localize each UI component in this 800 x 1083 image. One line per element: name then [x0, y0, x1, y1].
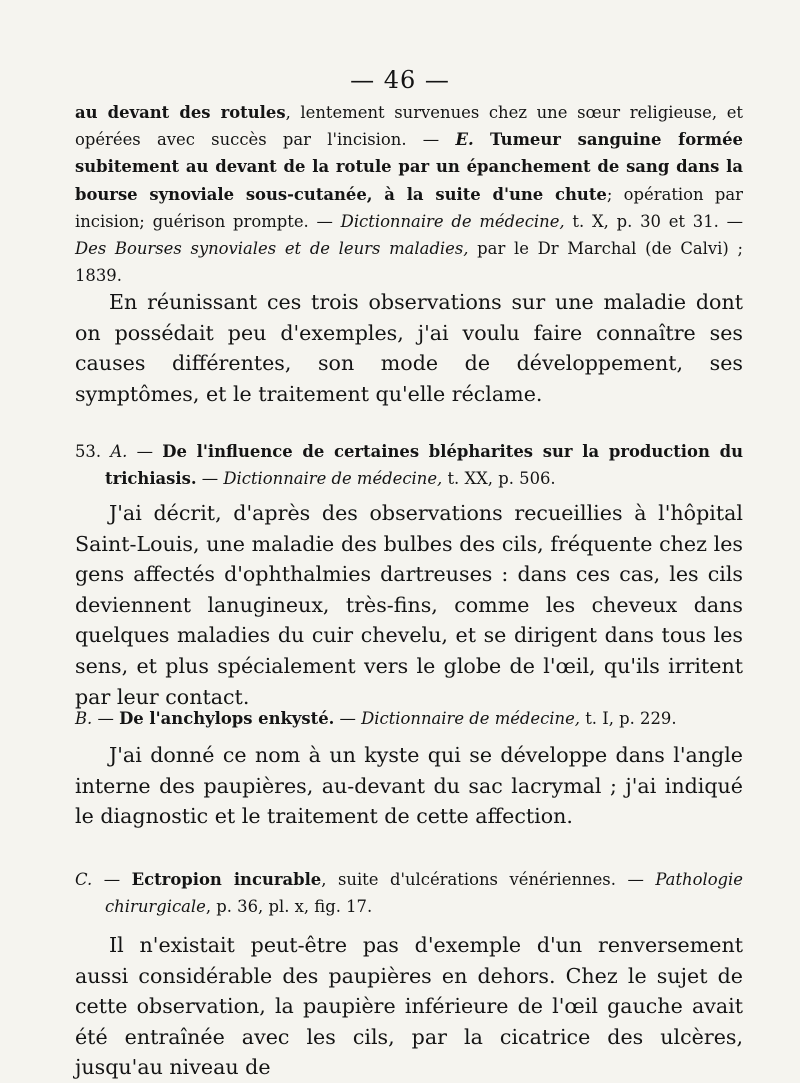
section-body-text: J'ai décrit, d'après des observations recueillies à l'hôpital Saint-Louis, une maladie des bulbes des cils, fréquente chez les gens affectés d'ophthalmies dartreuses : dans ces cas, les cils deviennent lanugineux, très-fins, comme les cheveux dans quelques maladies du cuir chevelu, et se dirigent dans tous les sens, et plus spécialement vers le globe de l'œil, qu'ils irritent par leur contact.: [75, 501, 743, 709]
dash: —: [127, 442, 163, 461]
note-bold-2: Tumeur sanguine formée subitement au devant de la rotule par un épanchement de sang dans la bourse synoviale sous-cutanée, à la suite d'une chute: [75, 130, 743, 204]
section-letter: B.: [75, 709, 93, 728]
note-text-4: par le Dr Marchal (de Calvi) ; 1839.: [75, 239, 743, 286]
reference-note-e: [75, 99, 743, 289]
paragraph-conclusion: [75, 287, 743, 409]
section-source: Pathologie chirurgicale: [105, 870, 743, 917]
section-b-body: [75, 740, 743, 832]
dash: —: [334, 709, 362, 728]
section-source: Dictionnaire de médecine,: [361, 709, 581, 728]
note-text-1: , lentement survenues chez une sœur religieuse, et opérées avec succès par l'incision. —: [75, 103, 743, 150]
section-text: , suite d'ulcérations vénériennes. —: [321, 870, 656, 889]
note-label-e: E.: [455, 130, 474, 150]
note-italic-1: Dictionnaire de médecine,: [340, 211, 565, 231]
section-ref: t. XX, p. 506.: [442, 469, 556, 489]
section-body-text: Il n'existait peut-être pas d'exemple d'un renversement aussi considérable des paupières en dehors. Chez le sujet de cette observation, la paupière inférieure de l'œil gauche avait été entraînée avec les cils, par la cicatrice des ulcères, jusqu'au niveau de: [75, 933, 743, 1080]
note-bold-1: au devant des rotules: [75, 103, 286, 122]
page-number: — 46 —: [350, 66, 450, 94]
section-53-heading: [75, 438, 743, 492]
dash: —: [92, 709, 120, 728]
section-body-text: J'ai donné ce nom à un kyste qui se développe dans l'angle interne des paupières, au-devant du sac lacrymal ; j'ai indiqué le diagnostic et le traitement de cette affection.: [75, 743, 743, 829]
section-title: De l'influence de certaines blépharites sur la production du trichiasis.: [105, 442, 744, 489]
section-ref: , p. 36, pl. x, fig. 17.: [205, 897, 373, 917]
note-italic-2: Des Bourses synoviales et de leurs maladies,: [75, 239, 469, 259]
section-c-heading: [75, 866, 743, 920]
section-b-heading: [75, 705, 743, 732]
section-letter: C.: [75, 870, 93, 889]
section-c-body: [75, 930, 743, 1083]
section-number: 53.: [75, 442, 111, 461]
section-ref: t. I, p. 229.: [580, 709, 677, 728]
paragraph-text: En réunissant ces trois observations sur une maladie dont on possédait peu d'exemples, j'ai voulu faire connaître ses causes différentes, son mode de développement, ses symptômes, et le traitement qu'elle réclame.: [75, 290, 743, 406]
dash: —: [196, 469, 224, 489]
section-source: Dictionnaire de médecine,: [223, 469, 443, 489]
section-title: De l'anchylops enkysté.: [119, 709, 335, 728]
dash: —: [92, 870, 132, 889]
section-53-body: [75, 498, 743, 712]
note-text-2: ; opération par incision; guérison prompte. —: [75, 184, 743, 231]
section-letter: A.: [110, 442, 128, 461]
section-title: Ectropion incurable: [131, 870, 322, 889]
note-text-3: t. X, p. 30 et 31. —: [564, 211, 744, 231]
